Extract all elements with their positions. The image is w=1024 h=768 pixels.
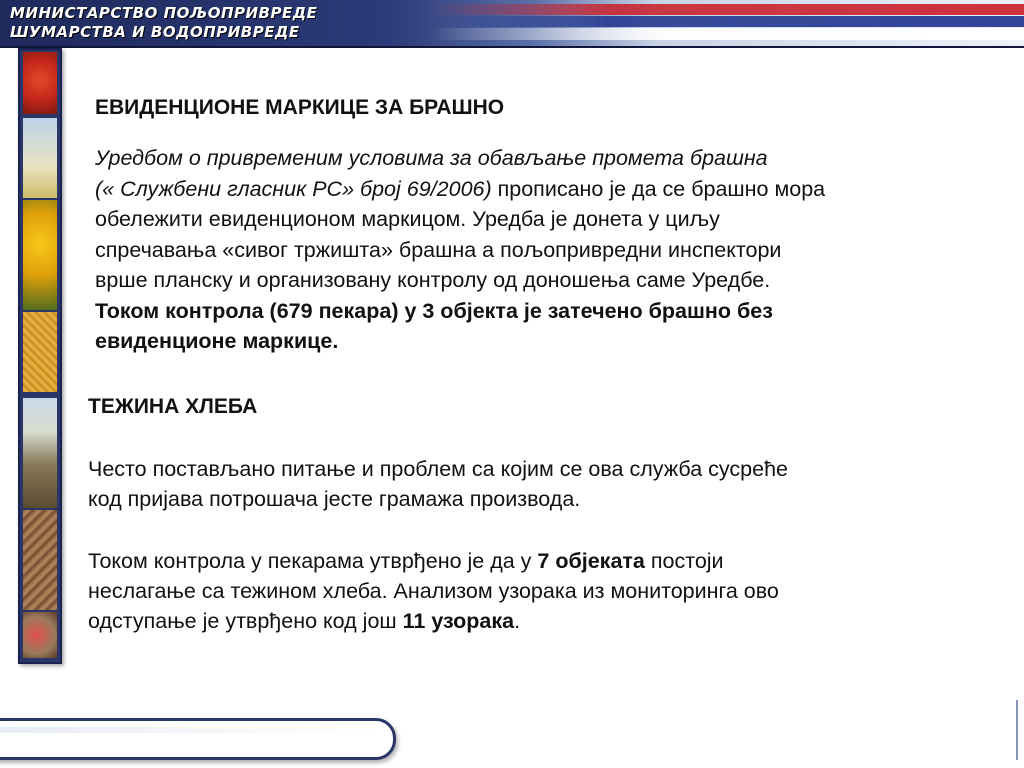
p2-line1-text-a: Током контрола у пекарама утврђено је да у <box>88 549 538 573</box>
field-photo-icon <box>23 398 57 508</box>
objects-count-bold: 7 објеката <box>537 549 645 573</box>
sunflower-photo-icon <box>23 200 57 310</box>
produce-photo-icon <box>23 612 57 658</box>
section2-p1-line1: Често постављано питање и проблем са којим се ова служба сусреће <box>88 457 788 481</box>
section2-paragraph1 <box>88 454 1008 514</box>
flag-white-band <box>430 28 1024 40</box>
section1-line4: спречавања «сивог тржишта» брашна а пољопривредни инспектори <box>95 237 782 262</box>
flag-blue-band <box>430 16 1024 27</box>
section2-title: ТЕЖИНА ХЛЕБА <box>88 395 258 418</box>
ministry-title-line1: МИНИСТАРСТВО ПОЉОПРИВРЕДЕ <box>10 4 318 22</box>
right-edge-line <box>1016 700 1018 760</box>
section1-line2 <box>95 174 995 205</box>
p2-line1-text-b: постоји <box>644 549 724 573</box>
ministry-title-line2: ШУМАРСТВА И ВОДОПРИВРЕДЕ <box>10 23 300 41</box>
header-banner <box>0 0 1024 48</box>
section1-line2-rest: прописано је да се брашно мора <box>491 176 826 201</box>
section1-bold-line1: Током контрола (679 пекара) у 3 објекта је затечено брашно без <box>95 298 773 323</box>
p2-line3-text-b: . <box>514 609 521 633</box>
section2-p2-line1 <box>88 546 1008 576</box>
seeds-photo-icon <box>23 510 57 610</box>
section2-p2-line3 <box>88 606 1008 636</box>
section2-p2-line2: неслагање са тежином хлеба. Анализом узорака из мониторинга ово <box>88 579 779 603</box>
grain-photo-icon <box>23 312 57 392</box>
section1-line5: врше планску и организовану контролу од доношења саме Уредбе. <box>95 268 771 292</box>
sky-photo-icon <box>23 118 57 198</box>
decorative-photo-strip <box>18 48 62 664</box>
section1-line1 <box>95 143 995 174</box>
section2-p1-line2: код пријава потрошача јесте грамажа производа. <box>88 487 581 511</box>
gazette-reference-italic: (« Службени гласник РС» број 69/2006) <box>95 176 492 201</box>
bottom-decorative-bar <box>0 718 396 760</box>
section1-line3: обележити евиденционом маркицом. Уредба је донета у циљу <box>95 207 720 231</box>
ministry-title <box>10 4 317 42</box>
p2-line3-text-a: одступање је утврђено код још <box>88 609 403 633</box>
samples-count-bold: 11 узорака <box>402 609 515 633</box>
section1-bold-line2: евиденционе маркице. <box>95 329 339 353</box>
section1-title: ЕВИДЕНЦИОНЕ МАРКИЦЕ ЗА БРАШНО <box>95 96 505 119</box>
flag-red-band <box>430 4 1024 15</box>
section2-paragraph2 <box>88 546 1008 636</box>
tomato-photo-icon <box>23 52 57 114</box>
decree-title-italic: Уредбом о привременим условима за обављање промета брашна <box>95 146 768 170</box>
section1-paragraph <box>95 143 995 357</box>
